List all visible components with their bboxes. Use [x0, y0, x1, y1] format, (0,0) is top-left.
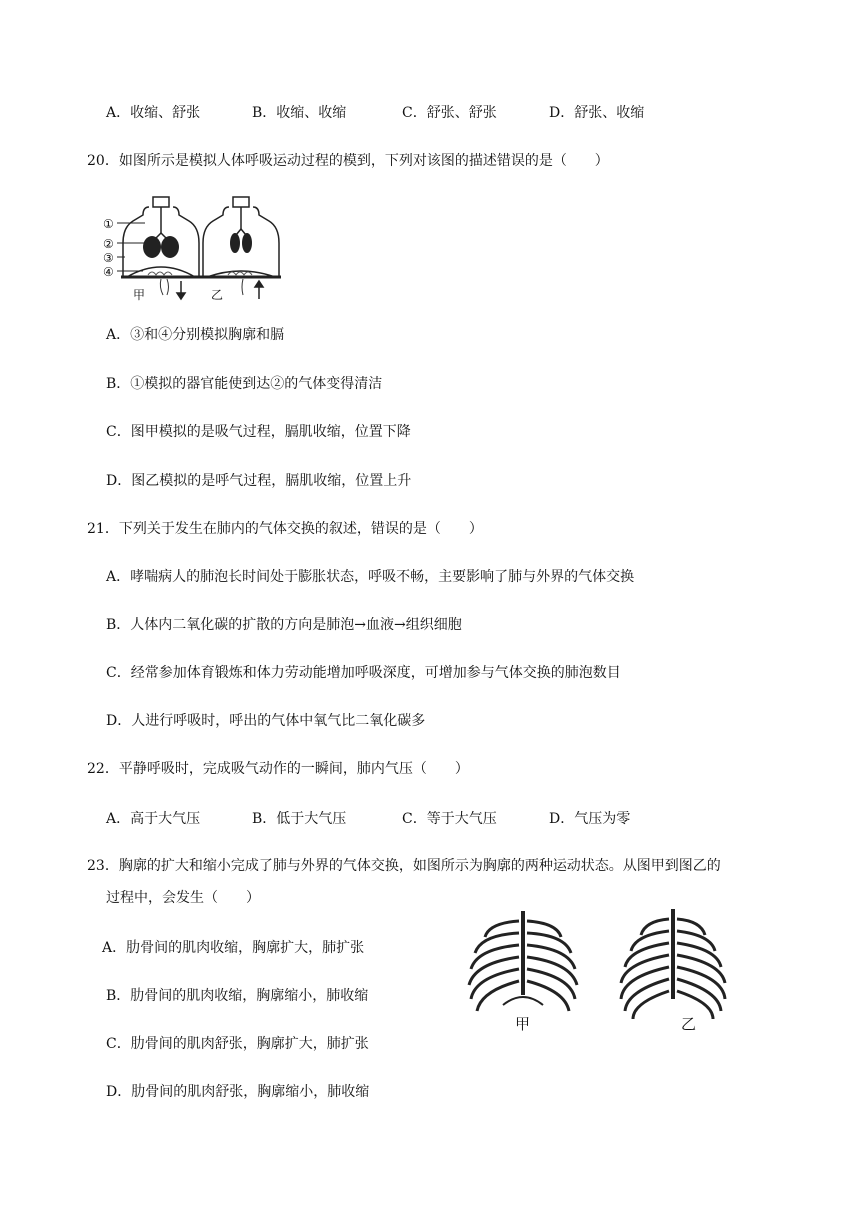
- q23-option-d: D．肋骨间的肌肉舒张，胸廓缩小，肺收缩: [106, 1084, 370, 1100]
- q23-stem-line2: 过程中，会发生（ ）: [106, 890, 260, 906]
- arrow-up-icon: [255, 281, 263, 299]
- q20-option-c: C．图甲模拟的是吸气过程，膈肌收缩，位置下降: [106, 424, 411, 440]
- ribcage-left: [469, 911, 577, 1011]
- q23-figure-ribcage: [463, 905, 773, 1035]
- ribcage-label-yi: 乙: [681, 1015, 697, 1033]
- q20-figure-breathing-model: [103, 195, 283, 305]
- ribcage-label-jia: 甲: [515, 1015, 531, 1033]
- label-jia: 甲: [133, 288, 146, 302]
- marker-3: ③: [103, 251, 114, 265]
- ribcage-right: [621, 909, 725, 1019]
- q23-option-b: B．肋骨间的肌肉收缩，胸廓缩小，肺收缩: [106, 988, 369, 1004]
- marker-1: ①: [103, 217, 114, 231]
- q23-option-a: A．肋骨间的肌肉收缩，胸廓扩大，肺扩张: [102, 940, 365, 956]
- q19-option-b: B．收缩、收缩: [252, 105, 347, 121]
- right-lung-model-r: [242, 233, 252, 253]
- q19-option-c: C．舒张、舒张: [402, 105, 497, 121]
- q20-markers: [117, 223, 145, 271]
- arrow-down-icon: [177, 281, 185, 299]
- right-lung-model-l: [230, 233, 240, 253]
- marker-2: ②: [103, 237, 114, 251]
- q23-option-c: C．肋骨间的肌肉舒张，胸廓扩大，肺扩张: [106, 1036, 369, 1052]
- q22-option-d: D．气压为零: [549, 811, 631, 827]
- q20-option-b: B．①模拟的器官能使到达②的气体变得清洁: [106, 376, 383, 392]
- q22-option-b: B．低于大气压: [252, 811, 347, 827]
- q21-option-c: C．经常参加体育锻炼和体力劳动能增加呼吸深度，可增加参与气体交换的肺泡数目: [106, 665, 621, 681]
- left-lung-model-l: [143, 236, 161, 258]
- marker-4: ④: [103, 265, 114, 279]
- q19-option-a: A．收缩、舒张: [106, 105, 201, 121]
- q22-stem: 22．平静呼吸时，完成吸气动作的一瞬间，肺内气压（ ）: [87, 761, 469, 777]
- jar-right: [201, 197, 281, 277]
- q23-stem-line1: 23．胸廓的扩大和缩小完成了肺与外界的气体交换，如图所示为胸廓的两种运动状态。从图甲到图乙的: [87, 858, 721, 874]
- q20-option-a: A．③和④分别模拟胸廓和膈: [106, 327, 285, 343]
- label-yi: 乙: [211, 288, 224, 302]
- q20-option-d: D．图乙模拟的是呼气过程，膈肌收缩，位置上升: [106, 473, 412, 489]
- q21-stem: 21．下列关于发生在肺内的气体交换的叙述，错误的是（ ）: [87, 521, 483, 537]
- q19-option-d: D．舒张、收缩: [549, 105, 645, 121]
- q21-option-d: D．人进行呼吸时，呼出的气体中氧气比二氧化碳多: [106, 713, 426, 729]
- q21-option-a: A．哮喘病人的肺泡长时间处于膨胀状态，呼吸不畅，主要影响了肺与外界的气体交换: [106, 569, 635, 585]
- q20-stem: 20．如图所示是模拟人体呼吸运动过程的模到，下列对该图的描述错误的是（ ）: [87, 153, 609, 169]
- q21-option-b: B．人体内二氧化碳的扩散的方向是肺泡→血液→组织细胞: [106, 617, 462, 633]
- jar-left: [121, 197, 201, 277]
- q22-option-c: C．等于大气压: [402, 811, 497, 827]
- q22-option-a: A．高于大气压: [106, 811, 201, 827]
- left-lung-model-r: [161, 236, 179, 258]
